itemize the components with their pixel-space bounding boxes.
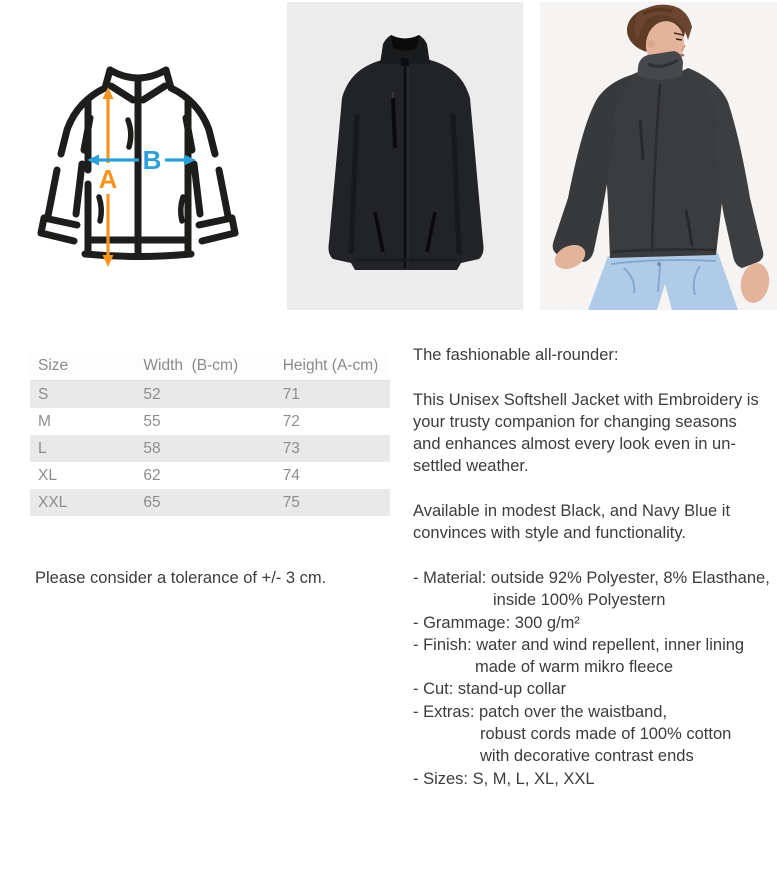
size-value: M [38, 412, 51, 430]
description-line: This Unisex Softshell Jacket with Embroidery is [413, 390, 759, 409]
spec-line: made of warm mikro fleece [475, 658, 674, 677]
height-value: 71 [282, 385, 300, 403]
size-value: XL [38, 466, 57, 484]
black-jacket-image [287, 2, 523, 310]
product-photo-front [287, 2, 523, 310]
table-row [30, 435, 390, 462]
size-chart-table [30, 352, 390, 516]
col-header-width: Width (B-cm) [143, 352, 282, 381]
spec-line: inside 100% Polyestern [493, 591, 666, 610]
height-value: 75 [282, 493, 300, 511]
product-description [413, 344, 777, 790]
spec-line: with decorative contrast ends [480, 747, 694, 766]
size-value: L [38, 439, 47, 457]
tolerance-note: Please consider a tolerance of +/- 3 cm. [35, 569, 327, 587]
label-b: B [142, 145, 162, 175]
width-value: 52 [143, 385, 161, 403]
size-value: XXL [38, 493, 68, 511]
col-header-size: Size [30, 352, 143, 381]
spec-line: - Extras: patch over the waistband, [413, 702, 668, 721]
jeans [588, 252, 738, 310]
description-line: your trusty companion for changing seasons [413, 412, 737, 431]
description-intro: The fashionable all-rounder: [413, 346, 619, 364]
width-value: 58 [143, 439, 161, 457]
height-value: 72 [282, 412, 300, 430]
col-header-height: Height (A-cm) [283, 352, 390, 381]
jacket-measurement-diagram [30, 58, 265, 293]
description-line: and enhances almost every look even in un- [413, 435, 736, 454]
table-row [30, 408, 390, 435]
table-row [30, 462, 390, 489]
description-line: Available in modest Black, and Navy Blue it [413, 502, 731, 521]
label-a: A [98, 164, 118, 194]
spec-line: robust cords made of 100% cotton [480, 725, 732, 744]
height-value: 74 [282, 466, 300, 484]
height-value: 73 [282, 439, 300, 457]
table-row [30, 489, 390, 516]
table-row [30, 381, 390, 409]
size-value: S [38, 385, 49, 403]
man-wearing-jacket-image [540, 2, 777, 310]
spec-line: - Cut: stand-up collar [413, 680, 567, 699]
model-photo [540, 2, 777, 310]
description-line: settled weather. [413, 457, 529, 476]
spec-line: - Material: outside 92% Polyester, 8% Elasthane, [413, 568, 770, 587]
spec-line: - Grammage: 300 g/m² [413, 613, 580, 632]
width-value: 65 [143, 493, 161, 511]
jacket-outline-icon [30, 58, 265, 293]
width-value: 55 [143, 412, 161, 430]
spec-line: - Finish: water and wind repellent, inner lining [413, 635, 745, 654]
description-line: convinces with style and functionality. [413, 524, 686, 543]
model-jacket [553, 51, 764, 268]
size-chart-header-row [30, 352, 390, 381]
spec-line: - Sizes: S, M, L, XL, XXL [413, 769, 595, 788]
width-value: 62 [143, 466, 161, 484]
